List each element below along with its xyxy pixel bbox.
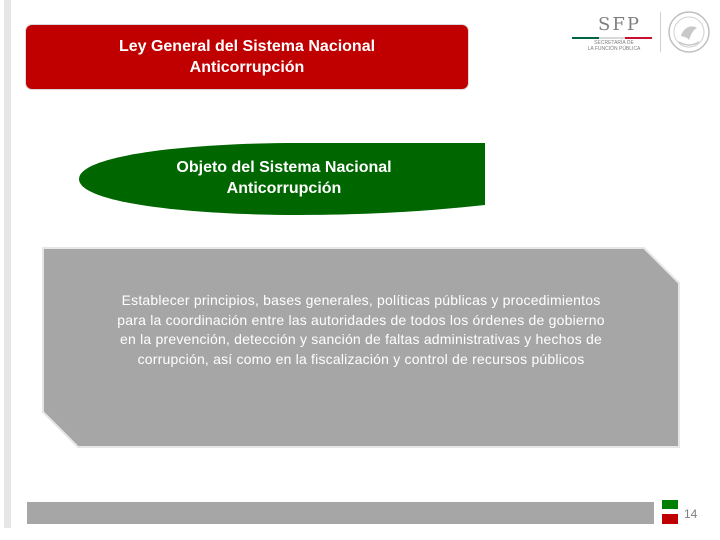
footer-green-mark <box>662 500 678 509</box>
objective-heading: Objeto del Sistema Nacional Anticorrupción <box>176 159 392 197</box>
objective-heading-shape <box>79 143 485 215</box>
slide-title-banner <box>26 25 468 89</box>
logo-flag-stripe <box>572 37 652 39</box>
footer-color-marks <box>662 500 678 524</box>
footer-red-mark <box>662 514 678 524</box>
logo-subtitle: SECRETARÍA DE LA FUNCIÓN PÚBLICA <box>587 40 641 52</box>
logo-divider <box>660 12 661 52</box>
slide-title: Ley General del Sistema Nacional Anticorrupción <box>118 38 376 76</box>
slide-left-border <box>4 0 11 528</box>
page-number: 14 <box>684 507 698 521</box>
objective-description: Establecer principios, bases generales, políticas públicas y procedimientos para la coordinación entre las autoridades de todos los órdenes de gobierno en la prevención, detección y sanción de faltas administrativas y hechos de corrupción, así como en la fiscalización y control de recursos públicos <box>117 292 605 367</box>
national-seal-icon <box>667 10 711 54</box>
footer-bar <box>27 502 654 524</box>
logo-acronym: SFP <box>598 14 641 35</box>
sfp-logo <box>570 10 715 56</box>
objective-description-box <box>42 247 680 448</box>
